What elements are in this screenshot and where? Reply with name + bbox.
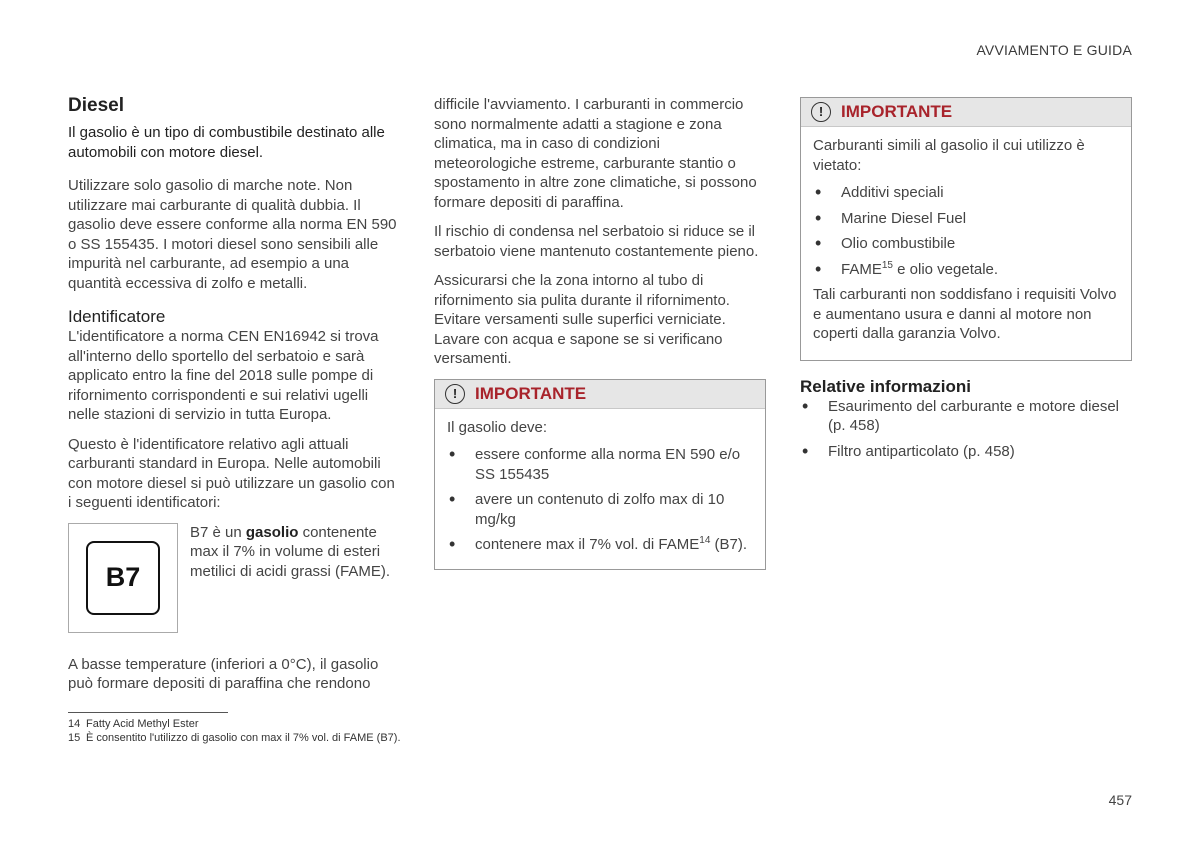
b7-identifier-icon: B7 [86,541,160,615]
identifier-heading: Identificatore [68,307,166,326]
important-body [801,127,1131,360]
important-header [435,380,765,409]
related-list [800,397,1132,462]
footnote-ref[interactable]: 14 [699,535,711,546]
lead-paragraph: Il gasolio è un tipo di combustibile destinato alle automobili con motore diesel. [68,124,385,161]
list-item: • Olio combustibile [813,234,1119,254]
list-item [813,260,1119,280]
b7-desc-text: B7 è un [190,523,246,541]
warning-icon: ! [445,384,465,404]
important-box [434,379,766,570]
body-paragraph: Assicurarsi che la zona intorno al tubo di rifornimento sia pulita durante il rifornimento. Evitare versamenti sulle superfici verniciate. Lavare con acqua e sapone se si verificano versamenti. [434,272,730,367]
footnote-number: 15 [68,732,81,744]
list-item: • avere un contenuto di zolfo max di 10 mg/kg [447,490,753,529]
body-paragraph: L'identificatore a norma CEN EN16942 si trova all'interno dello sportello del serbatoio e sarà applicato entro la fine del 2018 sulle pompe di rifornimento corrispondenti e sui relativi ugelli nelle stazioni di servizio in tutta Europa. [68,328,379,423]
b7-desc-bold: gasolio [245,523,299,541]
important-intro: Carburanti simili al gasolio il cui utilizzo è vietato: [813,137,1085,174]
footnotes [68,712,428,745]
list-item [447,535,753,555]
body-paragraph: Questo è l'identificatore relativo agli attuali carburanti standard in Europa. Nelle automobili con motore diesel si può utilizzare un gasolio con i seguenti identificatori: [68,435,395,511]
related-heading: Relative informazioni [800,376,971,396]
warning-icon: ! [811,102,831,122]
body-paragraph: Utilizzare solo gasolio di marche note. Non utilizzare mai carburante di qualità dubbia. Il gasolio deve essere conforme alla norma EN 590 o SS 155435. I motori diesel sono sensibili alle impurità nel carburante, ad esempio a una quantità eccessiva di zolfo e metalli. [68,177,397,292]
important-intro: Il gasolio deve: [447,418,548,436]
list-item-text: (B7). [710,536,748,553]
footnote-text: Fatty Acid Methyl Ester [86,718,199,730]
b7-identifier-row [68,523,398,633]
related-info [800,377,1132,462]
footnote [68,717,428,731]
list-item-text: FAME [841,260,882,278]
important-header [801,98,1131,127]
footnote-number: 14 [68,718,81,730]
list-item-text: contenere max il 7% vol. di FAME [475,536,700,553]
body-paragraph: Il rischio di condensa nel serbatoio si riduce se il serbatoio viene mantenuto costantemente pieno. [434,223,759,260]
footnote-ref[interactable]: 15 [881,259,893,271]
body-paragraph: A basse temperature (inferiori a 0°C), il gasolio può formare depositi di paraffina che rendono [68,655,379,692]
footnote-text: È consentito l'utilizzo di gasolio con max il 7% vol. di FAME (B7). [86,732,401,744]
b7-description [190,523,395,633]
list-item: • Marine Diesel Fuel [813,209,1119,229]
page-title: Diesel [68,95,124,116]
list-item-text: e olio vegetale. [892,260,999,278]
important-title: IMPORTANTE [475,383,587,403]
b7-desc-text: contenente max il 7% in volume di esteri metilici di acidi grassi (FAME). [190,523,391,580]
important-outro: Tali carburanti non soddisfano i requisiti Volvo e aumentano usura e danni al motore non coperti dalla garanzia Volvo. [813,286,1117,342]
important-list [813,183,1119,279]
important-box [800,97,1132,361]
column-left [68,95,398,704]
important-title: IMPORTANTE [841,102,953,122]
list-item: • essere conforme alla norma EN 590 e/o SS 155435 [447,445,753,484]
footnote-divider [68,712,228,713]
important-list [447,445,753,555]
column-right [800,95,1132,467]
list-item: • Additivi speciali [813,183,1119,203]
page-number: 457 [1108,792,1132,808]
important-body [435,409,765,569]
section-header: AVVIAMENTO E GUIDA [976,42,1132,58]
b7-identifier-frame [68,523,178,633]
related-link[interactable]: • Esaurimento del carburante e motore diesel (p. 458) [800,397,1132,436]
column-middle [434,95,766,570]
related-link[interactable]: • Filtro antiparticolato (p. 458) [800,442,1132,462]
body-paragraph: difficile l'avviamento. I carburanti in commercio sono normalmente adatti a stagione e zona climatica, ma in caso di condizioni meteorologiche estreme, carburante stantio o spostamento in altre zone climatiche, si possono formare depositi di paraffina. [434,96,757,211]
footnote [68,731,428,745]
